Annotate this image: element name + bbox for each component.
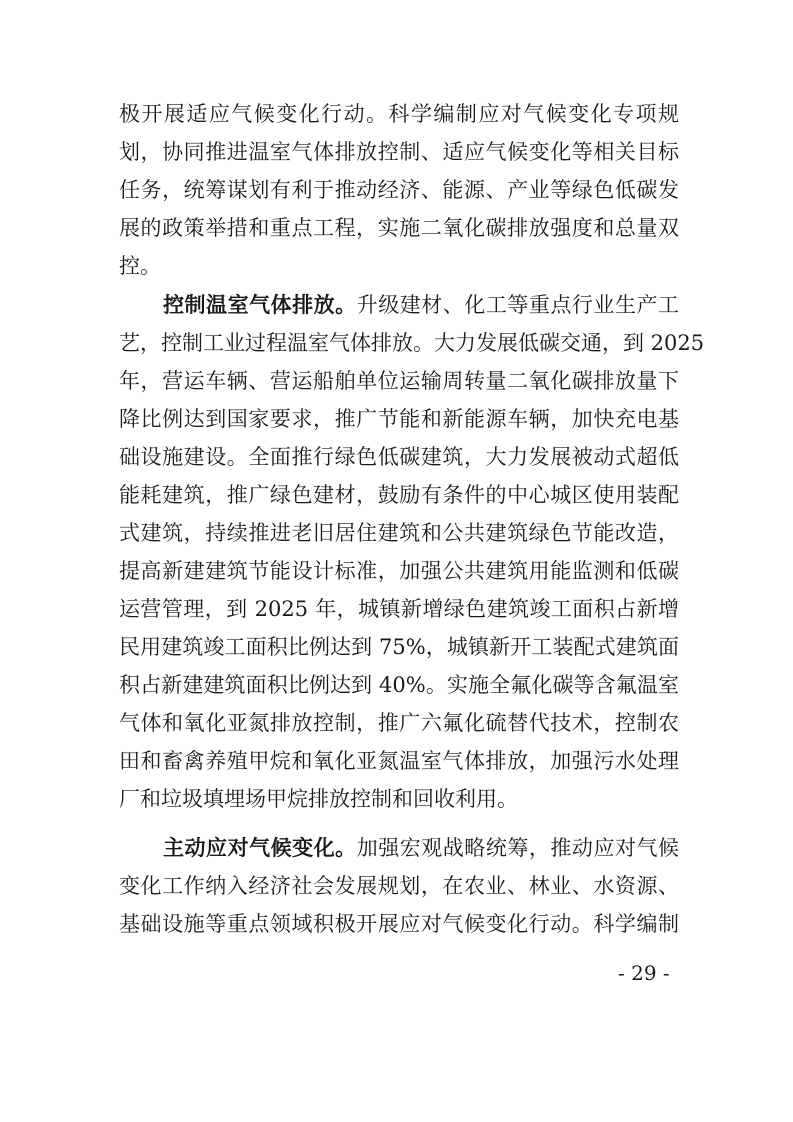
paragraph-3-line-1 [163, 831, 679, 865]
paragraph-2-line-14: 厂和垃圾填埋场甲烷排放控制和回收利用。 [119, 787, 518, 811]
paragraph-3-heading: 主动应对气候变化。 [163, 836, 357, 860]
paragraph-2-line-8: 提高新建建筑节能设计标准，加强公共建筑用能监测和低碳 [119, 559, 679, 583]
paragraph-3-line-1-text: 加强宏观战略统筹，推动应对气候 [356, 836, 680, 860]
paragraph-1-line-4: 展的政策举措和重点工程，实施二氧化碳排放强度和总量双 [119, 216, 679, 240]
paragraph-2-line-2: 艺，控制工业过程温室气体排放。大力发展低碳交通，到 2025 [119, 331, 705, 355]
paragraph-1-line-3: 任务，统筹谋划有利于推动经济、能源、产业等绿色低碳发 [119, 178, 679, 202]
paragraph-2-line-12: 气体和氧化亚氮排放控制，推广六氟化硫替代技术，控制农 [119, 711, 679, 735]
paragraph-2-line-5: 础设施建设。全面推行绿色低碳建筑，大力发展被动式超低 [119, 445, 679, 469]
paragraph-2-line-13: 田和畜禽养殖甲烷和氧化亚氮温室气体排放，加强污水处理 [119, 749, 679, 773]
paragraph-2-line-4: 降比例达到国家要求，推广节能和新能源车辆，加快充电基 [119, 407, 679, 431]
paragraph-1-line-5: 控。 [119, 254, 161, 278]
paragraph-2-line-1-text: 升级建材、化工等重点行业生产工 [356, 293, 680, 317]
paragraph-2-line-6: 能耗建筑，推广绿色建材，鼓励有条件的中心城区使用装配 [119, 483, 679, 507]
paragraph-2-line-10: 民用建筑竣工面积比例达到 75%，城镇新开工装配式建筑面 [119, 635, 679, 659]
paragraph-2-heading: 控制温室气体排放。 [163, 293, 357, 317]
paragraph-1-line-2: 划，协同推进温室气体排放控制、适应气候变化等相关目标 [119, 140, 679, 164]
paragraph-3-line-2: 变化工作纳入经济社会发展规划，在农业、林业、水资源、 [119, 874, 679, 898]
paragraph-2-line-9: 运营管理，到 2025 年，城镇新增绿色建筑竣工面积占新增 [119, 597, 679, 621]
paragraph-2-line-3: 年，营运车辆、营运船舶单位运输周转量二氧化碳排放量下 [119, 369, 679, 393]
paragraph-2-line-7: 式建筑，持续推进老旧居住建筑和公共建筑绿色节能改造， [119, 521, 679, 545]
paragraph-2-line-1 [163, 288, 679, 322]
paragraph-2-line-11: 积占新建建筑面积比例达到 40%。实施全氟化碳等含氟温室 [119, 673, 679, 697]
page-number: - 29 - [618, 961, 670, 985]
paragraph-1-line-1: 极开展适应气候变化行动。科学编制应对气候变化专项规 [119, 102, 679, 126]
paragraph-3-line-3: 基础设施等重点领域积极开展应对气候变化行动。科学编制 [119, 912, 679, 936]
